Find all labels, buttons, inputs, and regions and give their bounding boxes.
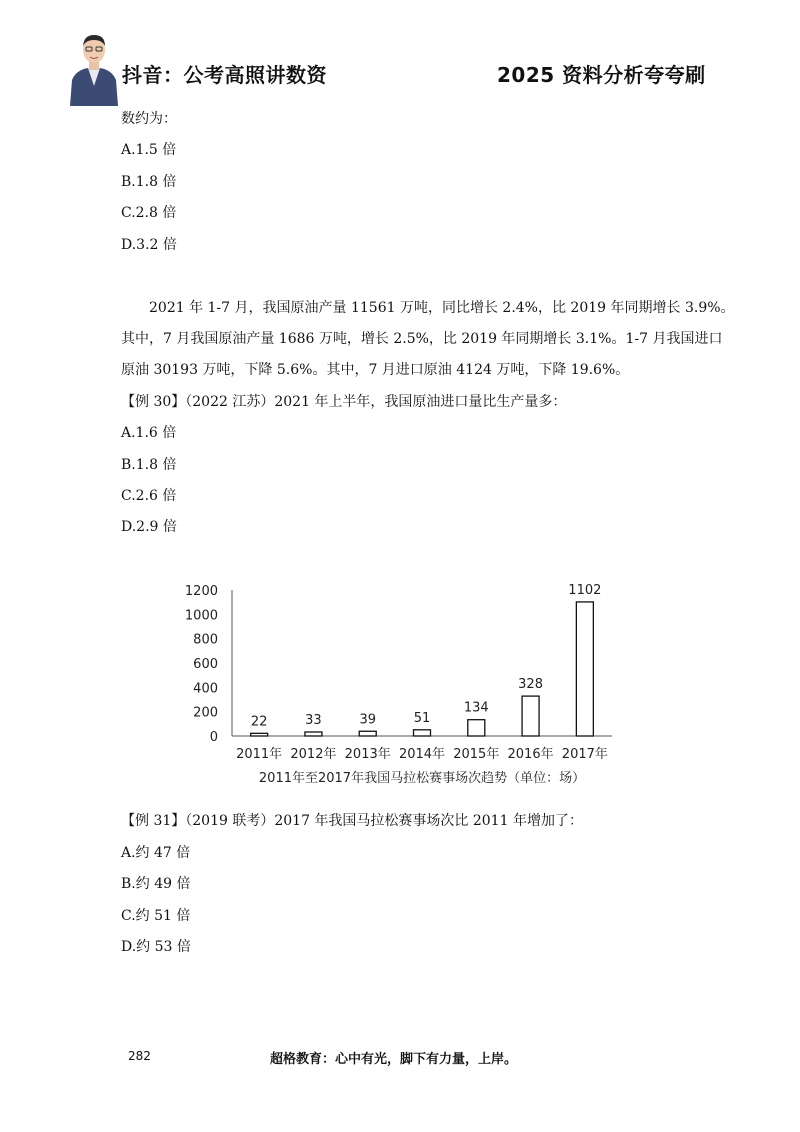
bar — [414, 730, 431, 736]
x-tick-label: 2011年 — [236, 747, 283, 762]
bar-value-label: 134 — [463, 700, 489, 716]
prev-option-b: B.1.8 倍 — [121, 174, 177, 190]
bar — [576, 602, 593, 736]
header-right-title: 2025 资料分析夸夸刷 — [497, 63, 706, 87]
x-tick-label: 2012年 — [290, 747, 337, 762]
passage-line-2: 其中，7 月我国原油产量 1686 万吨，增长 2.5%，比 2019 年同期增长 3.1%。1-7 月我国进口 — [121, 331, 723, 347]
y-tick-label: 200 — [193, 705, 218, 721]
y-tick-label: 1000 — [184, 608, 218, 624]
q31-stem: 【例 31】（2019 联考）2017 年我国马拉松赛事场次比 2011 年增加了： — [121, 813, 583, 829]
prev-option-d: D.3.2 倍 — [121, 237, 177, 253]
q30-option-d: D.2.9 倍 — [121, 519, 177, 535]
q30-option-a: A.1.6 倍 — [121, 425, 177, 441]
x-tick-label: 2013年 — [344, 747, 391, 762]
q31-option-d: D.约 53 倍 — [121, 939, 191, 955]
x-tick-label: 2015年 — [453, 747, 500, 762]
footer-slogan: 超格教育：心中有光，脚下有力量，上岸。 — [270, 1052, 518, 1067]
x-tick-label: 2017年 — [561, 747, 608, 762]
bar-value-label: 39 — [359, 712, 376, 728]
q31-option-a: A.约 47 倍 — [121, 845, 191, 861]
page-header — [0, 0, 800, 110]
bar — [251, 733, 268, 736]
bar — [305, 732, 322, 736]
chart-title: 2011年至2017年我国马拉松赛事场次趋势（单位：场） — [258, 771, 586, 786]
prev-question-tail: 数约为： — [121, 111, 177, 127]
bar — [468, 720, 485, 736]
bar — [522, 696, 539, 736]
y-tick-label: 1200 — [184, 584, 218, 599]
bar-value-label: 22 — [250, 714, 268, 730]
bar-value-label: 328 — [518, 677, 543, 693]
y-tick-label: 400 — [193, 681, 218, 697]
presenter-avatar — [66, 30, 122, 106]
y-tick-label: 0 — [209, 730, 218, 745]
header-left-title: 抖音：公考高照讲数资 — [122, 63, 327, 87]
page-number: 282 — [128, 1049, 151, 1063]
q30-stem: 【例 30】（2022 江苏）2021 年上半年，我国原油进口量比生产量多： — [121, 394, 567, 410]
marathon-bar-chart — [180, 575, 620, 795]
y-tick-label: 800 — [193, 632, 218, 648]
q30-option-b: B.1.8 倍 — [121, 457, 177, 473]
passage-line-1: 2021 年 1-7 月，我国原油产量 11561 万吨，同比增长 2.4%，比 2019 年同期增长 3.9%。 — [149, 300, 735, 316]
bar-value-label: 51 — [413, 710, 431, 726]
x-tick-label: 2016年 — [507, 747, 554, 762]
prev-option-a: A.1.5 倍 — [121, 142, 177, 158]
bar — [359, 731, 376, 736]
q31-option-c: C.约 51 倍 — [121, 908, 191, 924]
q31-option-b: B.约 49 倍 — [121, 876, 191, 892]
passage-line-3: 原油 30193 万吨，下降 5.6%。其中，7 月进口原油 4124 万吨，下降 19.6%。 — [121, 362, 630, 378]
x-tick-label: 2014年 — [398, 747, 446, 762]
q30-option-c: C.2.6 倍 — [121, 488, 177, 504]
y-tick-label: 600 — [193, 657, 218, 672]
bar-value-label: 33 — [305, 712, 322, 728]
bar-value-label: 1102 — [568, 582, 602, 598]
prev-option-c: C.2.8 倍 — [121, 205, 177, 221]
